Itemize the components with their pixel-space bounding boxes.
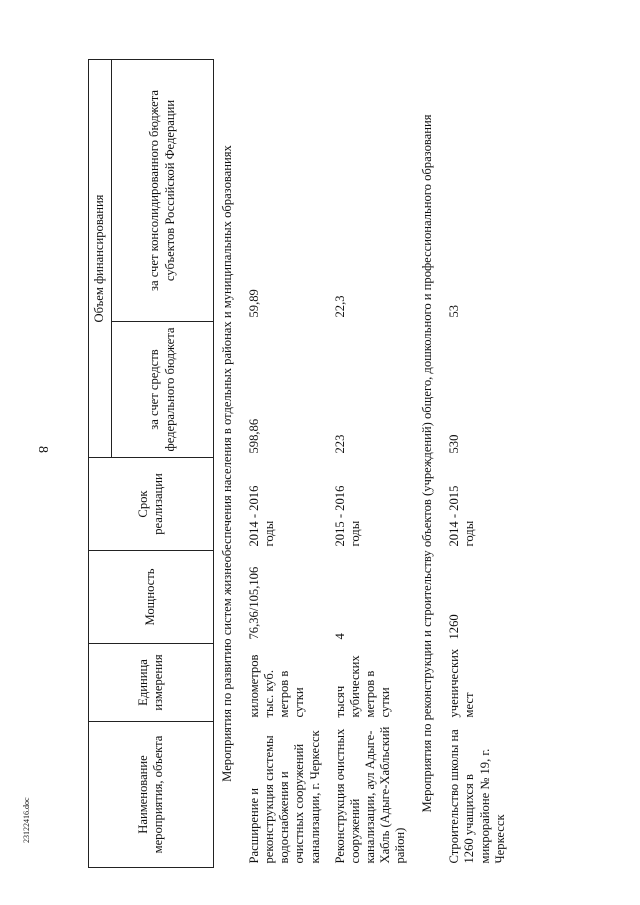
cell-capacity: 4	[332, 633, 347, 640]
cell-period: 2014 - 2015 годы	[447, 485, 477, 547]
header-capacity: Мощность	[89, 551, 214, 644]
cell-regional: 59,89	[247, 289, 262, 318]
header-name: Наименование мероприятия, объекта	[89, 722, 214, 868]
header-federal: за счет средств федерального бюджета	[112, 322, 214, 458]
cell-name: Расширение и реконструкция системы водоснабжения и очистных сооружений канализации, г. Черкесск	[247, 730, 322, 864]
cell-name: Строительство школы на 1260 учащихся в микрорайоне № 19, г. Черкесск	[447, 729, 507, 864]
section-title: Мероприятия по развитию систем жизнеобеспечения населения в отдельных районах и муниципальных образованиях	[220, 145, 234, 782]
cell-federal: 598,86	[247, 418, 262, 454]
header-regional: за счет консолидированного бюджета субъектов Российской Федерации	[112, 59, 214, 321]
header-period: Срок реализации	[89, 458, 214, 551]
footer-doc-code: 23122416.doc	[22, 797, 31, 843]
page-number: 8	[35, 446, 50, 453]
section-row	[414, 59, 443, 867]
table-body	[214, 59, 514, 867]
section-row	[214, 59, 244, 867]
cell-name: Реконструкция очистных сооружений канализации, аул Адыге-Хабль (Адыге-Хабльский район)	[332, 726, 408, 864]
cell-capacity: 1260	[447, 614, 462, 640]
cell-capacity: 76,36/105,106	[247, 566, 262, 640]
cell-federal: 530	[447, 434, 462, 454]
cell-unit: километров тыс. куб. метров в сутки	[247, 654, 307, 718]
header-unit: Единица измерения	[89, 644, 214, 722]
funding-table	[88, 59, 514, 868]
cell-regional: 22,3	[332, 295, 347, 318]
cell-unit: тысяч кубических метров в сутки	[332, 655, 392, 718]
table-row	[329, 59, 415, 867]
cell-federal: 223	[332, 434, 347, 454]
table-row	[443, 59, 513, 867]
header-funding: Объем финансирования	[89, 59, 112, 457]
rotated-document	[88, 60, 558, 868]
cell-unit: ученических мест	[447, 648, 477, 718]
section-title: Мероприятия по реконструкции и строительству объектов (учреждений) общего, дошкольного и профессионального образования	[420, 114, 435, 813]
cell-regional: 53	[447, 304, 462, 318]
cell-period: 2015 - 2016 годы	[332, 485, 362, 547]
table-row	[243, 59, 329, 867]
cell-period: 2014 - 2016 годы	[247, 485, 277, 547]
